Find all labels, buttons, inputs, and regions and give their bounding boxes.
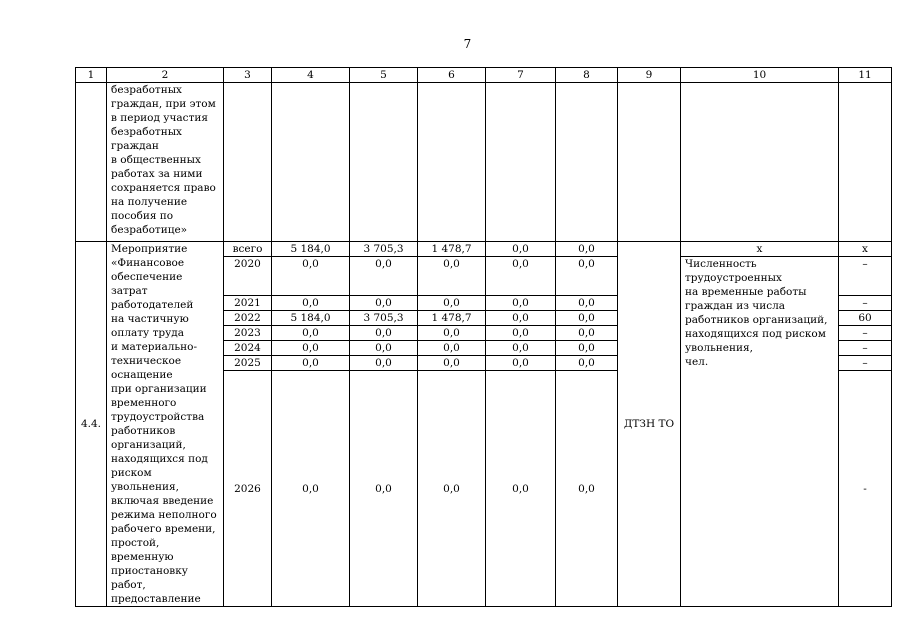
value-cell: 0,0 <box>272 296 350 311</box>
cell-empty <box>418 83 486 242</box>
target-value-cell: – <box>839 356 892 371</box>
value-cell: 0,0 <box>486 356 556 371</box>
value-cell: 1 478,7 <box>418 242 486 257</box>
value-cell: 5 184,0 <box>272 311 350 326</box>
item-text-line: временную <box>111 551 174 563</box>
item-text-line: организаций, <box>111 439 186 451</box>
page-number: 7 <box>463 37 472 51</box>
item-text-line: работодателей <box>111 299 194 311</box>
value-cell: 0,0 <box>556 356 618 371</box>
cell-empty <box>486 83 556 242</box>
item-text-cell <box>107 242 224 607</box>
cell-empty <box>681 83 839 242</box>
value-cell: 0,0 <box>350 296 418 311</box>
item-text-line: риском увольнения, <box>111 467 179 493</box>
item-number-cell: 4.4. <box>76 242 107 607</box>
year-cell: 2020 <box>224 257 272 296</box>
indicator-line: на временные работы <box>685 286 807 298</box>
program-table <box>75 67 892 607</box>
item-text-line: находящихся под <box>111 453 208 465</box>
item-text-line: при организации <box>111 383 207 395</box>
item-text-line: временного <box>111 397 177 409</box>
value-cell: 0,0 <box>486 242 556 257</box>
value-cell: 0,0 <box>272 257 350 296</box>
value-cell: 0,0 <box>486 341 556 356</box>
value-cell: 0,0 <box>418 356 486 371</box>
value-cell: 0,0 <box>418 326 486 341</box>
value-cell: 0,0 <box>556 311 618 326</box>
target-value-cell: – <box>839 257 892 296</box>
item-text-line: простой, <box>111 537 160 549</box>
item-text-line: оснащение <box>111 369 173 381</box>
indicator-text-cell <box>681 257 839 607</box>
value-cell: 0,0 <box>486 257 556 296</box>
target-value-cell: х <box>839 242 892 257</box>
cell-empty <box>272 83 350 242</box>
continued-row <box>76 83 892 242</box>
value-cell: 0,0 <box>556 341 618 356</box>
value-cell: 0,0 <box>350 356 418 371</box>
col-5-header: 5 <box>350 68 418 83</box>
item-text-line: Мероприятие <box>111 243 188 255</box>
value-cell: 0,0 <box>486 326 556 341</box>
item-text-line: и материально- <box>111 341 198 353</box>
year-cell: 2025 <box>224 356 272 371</box>
value-cell: 0,0 <box>272 326 350 341</box>
col-9-header: 9 <box>618 68 681 83</box>
value-cell: 0,0 <box>556 242 618 257</box>
item-text-line: рабочего времени, <box>111 523 216 535</box>
target-value-cell: – <box>839 296 892 311</box>
item-text-line: приостановку <box>111 565 188 577</box>
value-cell: 0,0 <box>486 371 556 607</box>
cell-empty <box>224 83 272 242</box>
indicator-line: граждан из числа <box>685 300 786 312</box>
value-cell: 0,0 <box>556 257 618 296</box>
target-value-cell: 60 <box>839 311 892 326</box>
item-row <box>76 242 892 257</box>
value-cell: 0,0 <box>272 341 350 356</box>
col-10-header: 10 <box>681 68 839 83</box>
col-7-header: 7 <box>486 68 556 83</box>
indicator-line: находящихся под риском <box>685 328 826 340</box>
year-cell: 2022 <box>224 311 272 326</box>
item-text-line: техническое <box>111 355 182 367</box>
value-cell: 5 184,0 <box>272 242 350 257</box>
col-2-header: 2 <box>107 68 224 83</box>
col-1-header: 1 <box>76 68 107 83</box>
value-cell: 0,0 <box>350 326 418 341</box>
year-cell: всего <box>224 242 272 257</box>
value-cell: 0,0 <box>418 296 486 311</box>
indicator-line: Численность <box>685 258 757 270</box>
year-cell: 2023 <box>224 326 272 341</box>
continued-text-cell: безработных граждан, при этом в период участия безработных граждан в общественных работах за ними сохраняется право на получение пособия по безработице» <box>107 83 224 242</box>
value-cell: 0,0 <box>418 257 486 296</box>
value-cell: 1 478,7 <box>418 311 486 326</box>
value-cell: 0,0 <box>418 341 486 356</box>
item-text-line: работ, <box>111 579 146 591</box>
col-11-header: 11 <box>839 68 892 83</box>
target-value-cell: – <box>839 341 892 356</box>
value-cell: 0,0 <box>350 371 418 607</box>
year-cell: 2021 <box>224 296 272 311</box>
value-cell: 0,0 <box>556 326 618 341</box>
value-cell: 0,0 <box>556 296 618 311</box>
value-cell: 0,0 <box>350 257 418 296</box>
value-cell: 0,0 <box>486 311 556 326</box>
item-text-line: «Финансовое <box>111 257 185 269</box>
year-cell: 2026 <box>224 371 272 607</box>
value-cell: 3 705,3 <box>350 311 418 326</box>
value-cell: 0,0 <box>486 296 556 311</box>
cell-empty <box>618 83 681 242</box>
col-4-header: 4 <box>272 68 350 83</box>
cell-empty <box>839 83 892 242</box>
value-cell: 0,0 <box>350 341 418 356</box>
indicator-line: чел. <box>685 356 709 368</box>
indicator-line: увольнения, <box>685 342 753 354</box>
column-numbers-row <box>76 68 892 83</box>
indicator-line: работников организаций, <box>685 314 828 326</box>
col-8-header: 8 <box>556 68 618 83</box>
value-cell: 0,0 <box>272 356 350 371</box>
item-text-line: обеспечение затрат <box>111 271 183 297</box>
indicator-x-cell: х <box>681 242 839 257</box>
col-6-header: 6 <box>418 68 486 83</box>
value-cell: 0,0 <box>556 371 618 607</box>
target-value-cell: – <box>839 326 892 341</box>
item-text-line: предоставление <box>111 593 201 605</box>
item-text-line: работников <box>111 425 176 437</box>
item-text-line: включая введение <box>111 495 214 507</box>
item-text-line: на частичную <box>111 313 189 325</box>
indicator-line: трудоустроенных <box>685 272 782 284</box>
year-cell: 2024 <box>224 341 272 356</box>
col-3-header: 3 <box>224 68 272 83</box>
executor-cell: ДТЗН ТО <box>618 242 681 607</box>
value-cell: 0,0 <box>272 371 350 607</box>
cell-empty <box>556 83 618 242</box>
item-text-line: трудоустройства <box>111 411 205 423</box>
value-cell: 0,0 <box>418 371 486 607</box>
cell-empty <box>76 83 107 242</box>
item-text-line: режима неполного <box>111 509 217 521</box>
target-value-cell: - <box>839 371 892 607</box>
cell-empty <box>350 83 418 242</box>
item-text-line: оплату труда <box>111 327 185 339</box>
value-cell: 3 705,3 <box>350 242 418 257</box>
